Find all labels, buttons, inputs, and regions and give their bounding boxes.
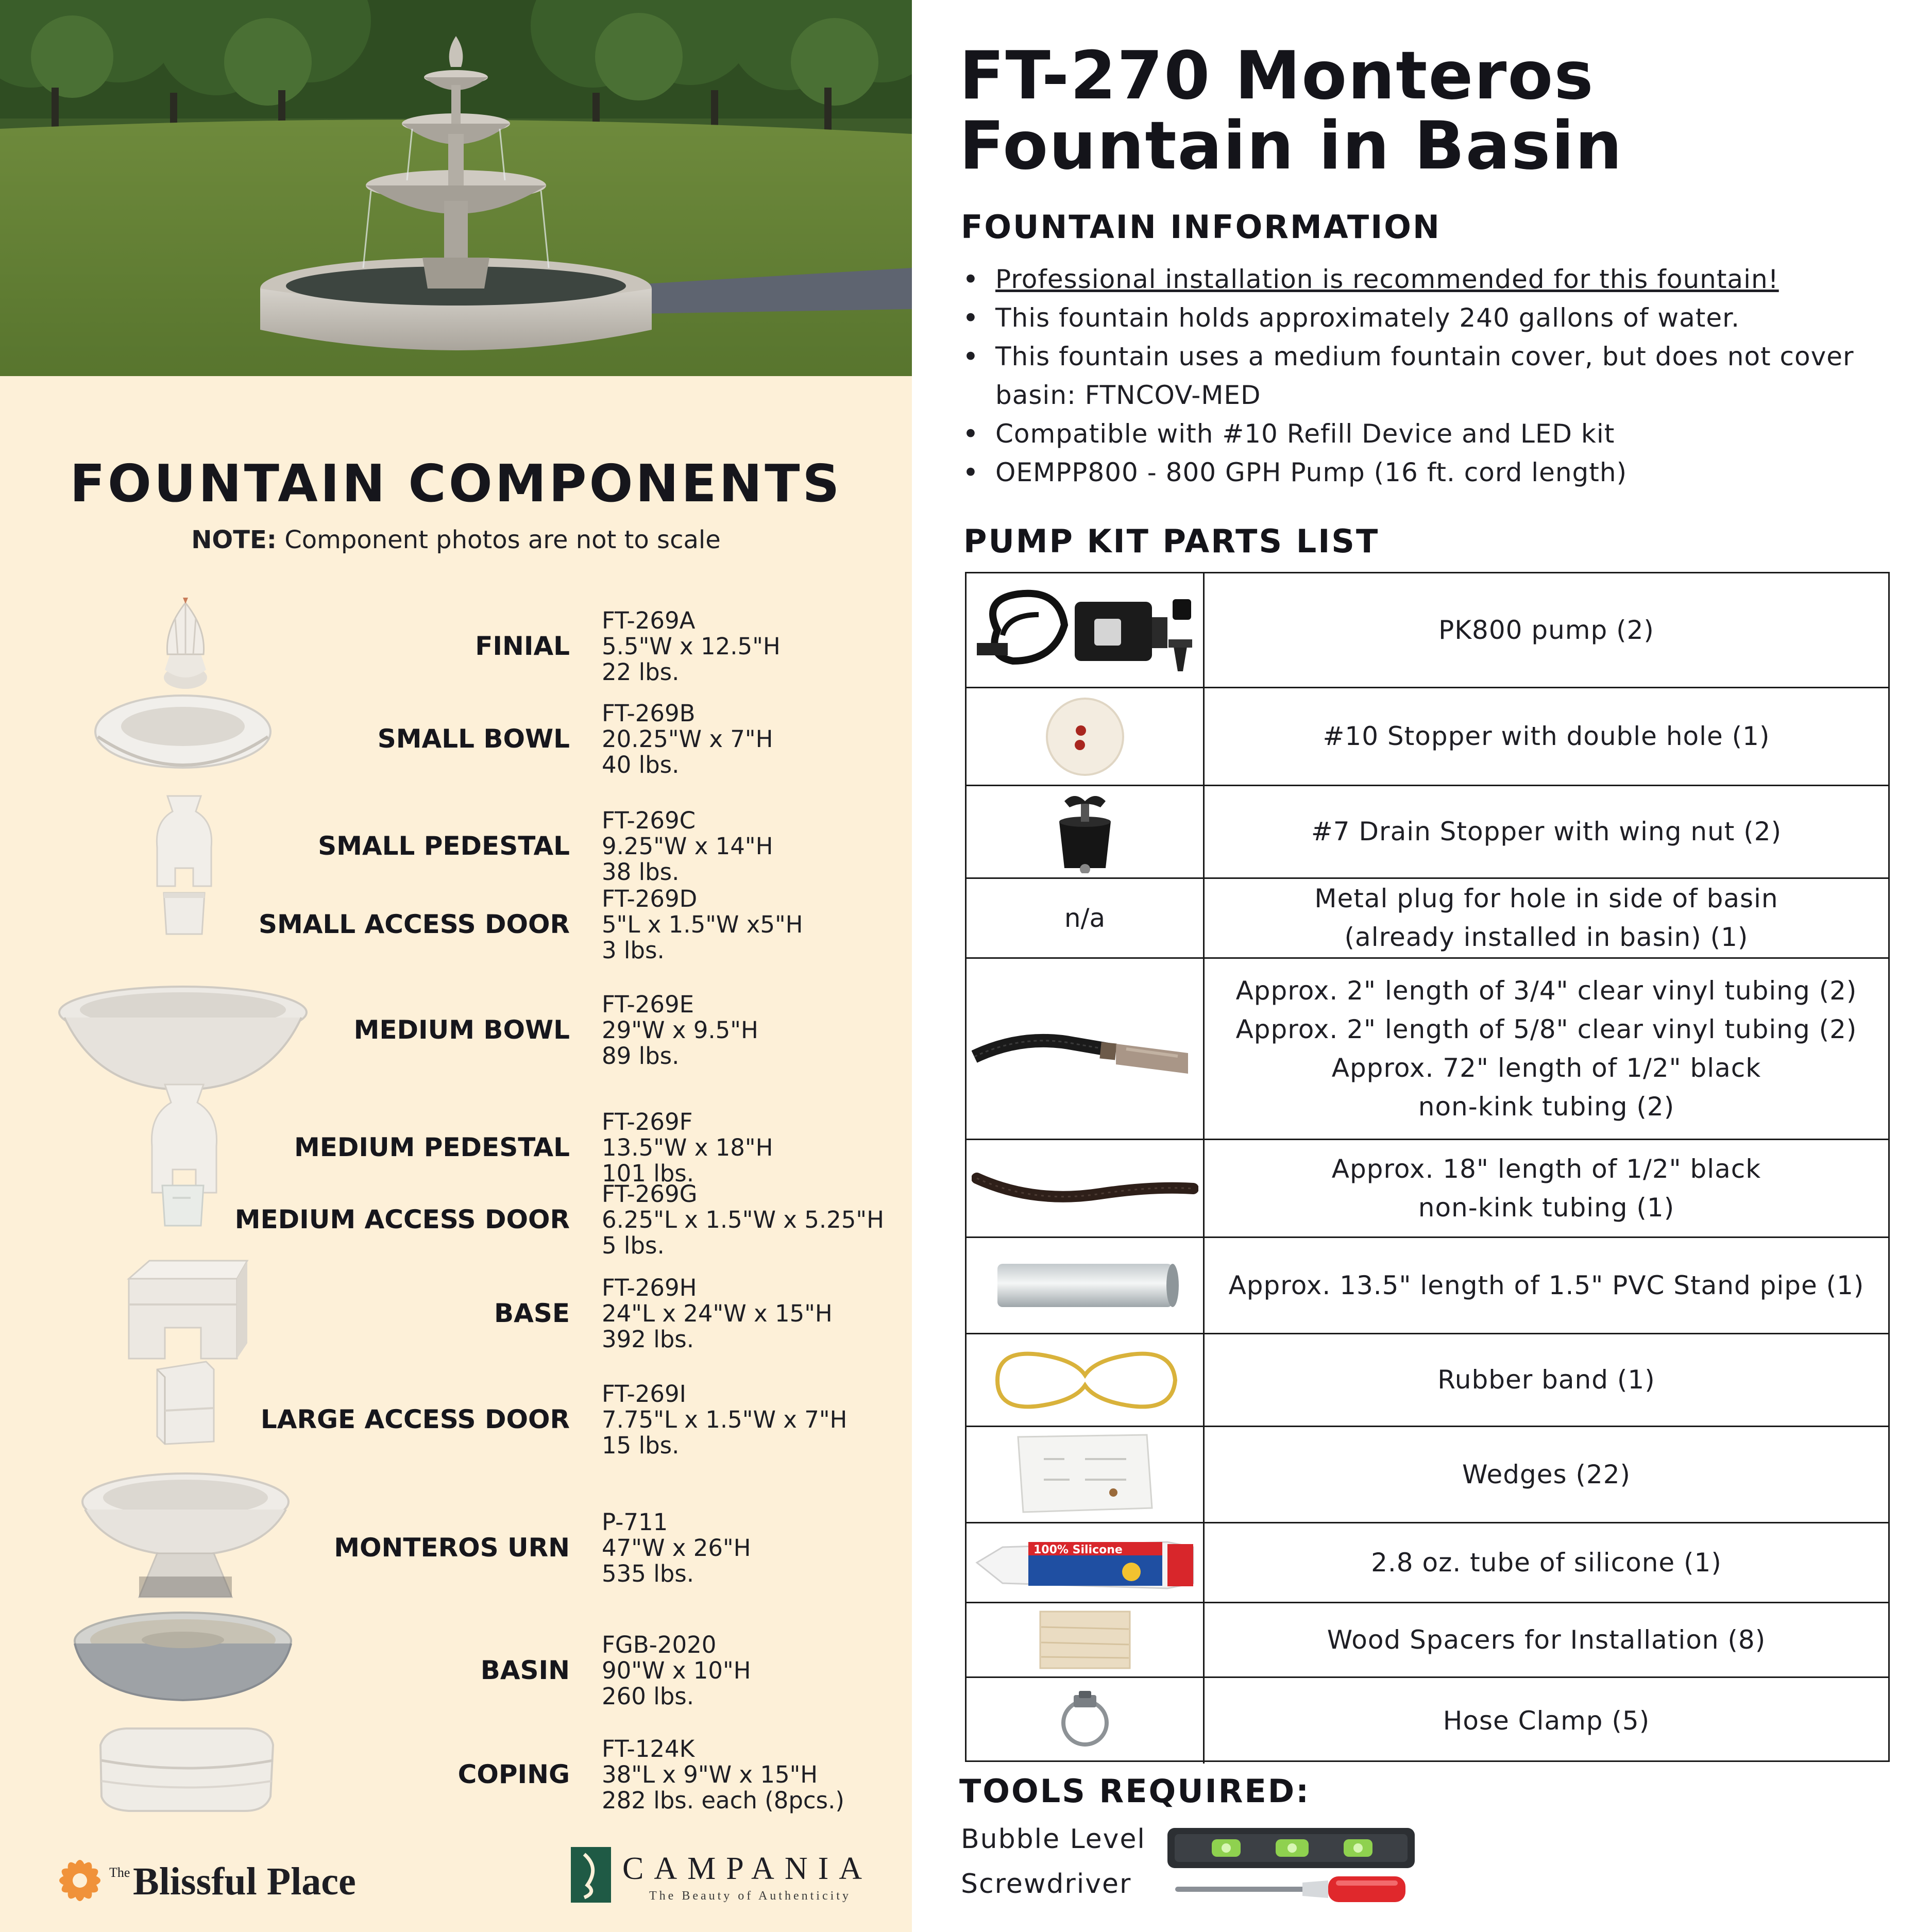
component-weight: 101 lbs. (602, 1159, 694, 1187)
component-specs (602, 1632, 751, 1709)
black-tubing-photo (972, 1158, 1198, 1219)
component-dimensions: 24"L x 24"W x 15"H (602, 1299, 833, 1327)
parts-row (967, 688, 1888, 786)
wood-spacer-photo (1036, 1606, 1134, 1673)
parts-description-line: (already installed in basin) (1) (1344, 922, 1749, 952)
component-coping (0, 1730, 912, 1820)
coping-photo (95, 1724, 278, 1815)
component-specs (602, 886, 803, 963)
component-specs (602, 1736, 844, 1814)
parts-description (1205, 573, 1888, 687)
component-weight: 260 lbs. (602, 1682, 694, 1710)
parts-description (1205, 1678, 1888, 1764)
component-sku: FT-269H (602, 1274, 697, 1301)
page-title: FT-270 Monteros Fountain in Basin (959, 38, 1623, 184)
component-name: MEDIUM PEDESTAL (294, 1132, 570, 1162)
component-medium-pedestal (0, 1103, 912, 1193)
component-sku: FT-269B (602, 700, 696, 727)
parts-description (1205, 1140, 1888, 1236)
component-dimensions: 5.5"W x 12.5"H (602, 633, 781, 660)
hose-clamp-photo (1054, 1690, 1116, 1752)
drain-stopper-photo (1049, 791, 1121, 873)
component-sku: FT-269F (602, 1108, 693, 1136)
parts-image-cell (967, 573, 1205, 687)
pump-photo (977, 579, 1193, 682)
medium-door-photo (160, 1182, 206, 1229)
small-pedestal-photo (152, 791, 216, 889)
parts-description-line: #7 Drain Stopper with wing nut (2) (1311, 817, 1782, 846)
component-name: BASIN (480, 1655, 570, 1685)
parts-description-line: Approx. 18" length of 1/2" black (1331, 1154, 1761, 1184)
parts-image-cell (967, 1334, 1205, 1426)
parts-image-cell (967, 959, 1205, 1139)
component-sku: FT-269I (602, 1380, 686, 1408)
component-name: SMALL BOWL (377, 724, 570, 754)
component-specs (602, 1181, 884, 1259)
parts-description-line: Metal plug for hole in side of basin (1314, 884, 1778, 913)
parts-description (1205, 688, 1888, 785)
parts-row (967, 786, 1888, 879)
component-weight: 535 lbs. (602, 1560, 694, 1587)
component-dimensions: 5"L x 1.5"W x5"H (602, 911, 803, 938)
fountain-info-heading: FOUNTAIN INFORMATION (961, 208, 1441, 246)
component-base (0, 1268, 912, 1359)
urn-photo (77, 1471, 294, 1600)
blissful-small-text: The (109, 1865, 130, 1880)
component-name: MEDIUM BOWL (353, 1015, 570, 1045)
parts-row (967, 1678, 1888, 1764)
component-weight: 22 lbs. (602, 658, 680, 686)
note-label: NOTE: (191, 526, 277, 554)
component-dimensions: 90"W x 10"H (602, 1656, 751, 1684)
component-name: FINIAL (475, 631, 570, 661)
component-dimensions: 47"W x 26"H (602, 1534, 751, 1562)
bubble-level-icon (1165, 1824, 1418, 1875)
tool-screwdriver: Screwdriver (961, 1869, 1132, 1900)
parts-row (967, 1427, 1888, 1523)
components-panel (0, 0, 912, 1932)
silicone-tube-photo (972, 1527, 1198, 1599)
parts-description (1205, 1523, 1888, 1602)
stopper-double-hole-photo (1044, 696, 1126, 778)
component-small-door (0, 885, 912, 964)
silicone-label-text: 100% Silicone (1033, 1544, 1123, 1556)
parts-row (967, 1334, 1888, 1427)
parts-description-line: #10 Stopper with double hole (1) (1323, 721, 1770, 751)
component-name: SMALL ACCESS DOOR (258, 909, 570, 939)
blissful-name-text: Blissful Place (133, 1860, 356, 1903)
component-specs (602, 701, 773, 778)
pump-kit-table (965, 572, 1890, 1762)
parts-description (1205, 879, 1888, 957)
component-specs (602, 1109, 773, 1187)
parts-description-line: Approx. 2" length of 5/8" clear vinyl tubing (2) (1235, 1014, 1857, 1044)
component-dimensions: 38"L x 9"W x 15"H (602, 1760, 818, 1788)
parts-row (967, 573, 1888, 688)
parts-description-line: non-kink tubing (1) (1418, 1192, 1675, 1223)
parts-row (967, 1140, 1888, 1238)
tubing-photo (972, 1013, 1198, 1085)
parts-image-cell (967, 1238, 1205, 1333)
pvc-pipe-photo (987, 1255, 1183, 1316)
component-name: MONTEROS URN (334, 1533, 570, 1563)
parts-description (1205, 1334, 1888, 1426)
component-specs (602, 992, 758, 1069)
tool-bubble-level: Bubble Level (961, 1824, 1146, 1855)
parts-image-cell (967, 879, 1205, 957)
component-medium-door (0, 1180, 912, 1259)
parts-description (1205, 786, 1888, 877)
large-door-photo (149, 1359, 219, 1447)
parts-description (1205, 959, 1888, 1139)
parts-description-line: Wood Spacers for Installation (8) (1327, 1624, 1766, 1655)
component-dimensions: 29"W x 9.5"H (602, 1016, 758, 1044)
component-weight: 282 lbs. each (8pcs.) (602, 1786, 844, 1814)
info-item: • Compatible with #10 Refill Device and LED kit (959, 415, 1902, 453)
campania-logo (567, 1842, 886, 1909)
info-item (959, 260, 1902, 299)
parts-row (967, 1603, 1888, 1678)
parts-description-line: non-kink tubing (2) (1418, 1091, 1675, 1122)
component-name: MEDIUM ACCESS DOOR (234, 1204, 570, 1234)
component-dimensions: 7.75"L x 1.5"W x 7"H (602, 1405, 848, 1433)
component-small-bowl (0, 696, 912, 783)
component-weight: 15 lbs. (602, 1431, 680, 1459)
parts-description-line: Hose Clamp (5) (1443, 1705, 1650, 1736)
parts-image-cell (967, 688, 1205, 785)
base-photo (118, 1258, 250, 1361)
component-weight: 5 lbs. (602, 1231, 665, 1259)
component-specs (602, 808, 773, 885)
medium-bowl-photo (57, 981, 309, 1095)
component-name: LARGE ACCESS DOOR (260, 1404, 570, 1434)
component-sku: FT-124K (602, 1735, 695, 1762)
rubber-band-photo (977, 1339, 1193, 1421)
no-image-text: n/a (1064, 903, 1106, 933)
parts-description-line: Approx. 2" length of 3/4" clear vinyl tubing (2) (1235, 975, 1857, 1006)
component-weight: 3 lbs. (602, 937, 665, 964)
parts-description-line: PK800 pump (2) (1438, 615, 1654, 645)
campania-tagline-text: The Beauty of Authenticity (649, 1889, 851, 1903)
parts-description-line: Approx. 13.5" length of 1.5" PVC Stand pipe (1) (1228, 1270, 1865, 1300)
tools-heading: TOOLS REQUIRED: (959, 1772, 1311, 1810)
parts-image-cell (967, 1523, 1205, 1602)
component-sku: FT-269E (602, 991, 694, 1018)
component-sku: FGB-2020 (602, 1631, 717, 1658)
component-sku: FT-269G (602, 1180, 698, 1208)
component-specs (602, 1510, 751, 1587)
info-item: • This fountain holds approximately 240 gallons of water. (959, 299, 1902, 337)
parts-image-cell (967, 1140, 1205, 1236)
parts-description (1205, 1427, 1888, 1522)
parts-image-cell (967, 1427, 1205, 1522)
info-item: • This fountain uses a medium fountain cover, but does not cover basin: FTNCOV-MED (959, 337, 1902, 415)
parts-image-cell (967, 786, 1205, 877)
parts-image-cell (967, 1603, 1205, 1676)
component-sku: FT-269C (602, 806, 696, 834)
component-specs (602, 1275, 833, 1352)
info-item-text: Professional installation is recommended for this fountain! (995, 264, 1779, 294)
medium-pedestal-photo (147, 1079, 222, 1198)
note-text: Component photos are not to scale (284, 526, 721, 554)
parts-description (1205, 1238, 1888, 1333)
component-weight: 392 lbs. (602, 1325, 694, 1353)
basin-photo (72, 1610, 294, 1708)
component-sku: P-711 (602, 1509, 668, 1536)
components-note (0, 526, 912, 554)
component-large-door (0, 1375, 912, 1465)
component-dimensions: 20.25"W x 7"H (602, 725, 773, 753)
component-sku: FT-269A (602, 607, 696, 634)
component-specs (602, 1381, 847, 1459)
info-item: • OEMPP800 - 800 GPH Pump (16 ft. cord length) (959, 453, 1902, 492)
small-door-photo (160, 889, 209, 938)
campania-name-text: CAMPANIA (622, 1851, 873, 1886)
component-weight: 38 lbs. (602, 858, 680, 886)
component-small-pedestal (0, 801, 912, 891)
parts-row (967, 1238, 1888, 1334)
component-basin (0, 1625, 912, 1716)
finial-photo (155, 598, 216, 693)
component-dimensions: 6.25"L x 1.5"W x 5.25"H (602, 1206, 884, 1233)
parts-image-cell (967, 1678, 1205, 1764)
parts-description-line: Approx. 72" length of 1/2" black (1331, 1053, 1761, 1083)
parts-row (967, 959, 1888, 1140)
parts-description-line: 2.8 oz. tube of silicone (1) (1371, 1547, 1722, 1578)
blissful-place-logo (46, 1847, 407, 1914)
component-dimensions: 13.5"W x 18"H (602, 1133, 773, 1161)
component-weight: 40 lbs. (602, 751, 680, 778)
component-name: BASE (494, 1298, 570, 1328)
component-dimensions: 9.25"W x 14"H (602, 832, 773, 860)
component-sku: FT-269D (602, 885, 698, 912)
wedges-photo (1008, 1431, 1162, 1518)
fountain-info-list (959, 260, 1902, 492)
pump-kit-heading: PUMP KIT PARTS LIST (963, 522, 1380, 560)
parts-description (1205, 1603, 1888, 1676)
parts-description-line: Wedges (22) (1462, 1459, 1631, 1489)
parts-row (967, 1523, 1888, 1603)
component-finial (0, 608, 912, 685)
fountain-hero-photo (0, 0, 912, 376)
parts-description-line: Rubber band (1) (1437, 1365, 1655, 1395)
component-specs (602, 608, 781, 685)
component-name: COPING (457, 1759, 570, 1789)
component-weight: 89 lbs. (602, 1042, 680, 1070)
parts-row (967, 879, 1888, 959)
small-bowl-photo (93, 690, 273, 783)
component-medium-bowl (0, 987, 912, 1074)
component-name: SMALL PEDESTAL (318, 831, 570, 861)
components-heading: FOUNTAIN COMPONENTS (70, 453, 842, 514)
screwdriver-icon (1174, 1871, 1416, 1907)
component-urn (0, 1502, 912, 1595)
